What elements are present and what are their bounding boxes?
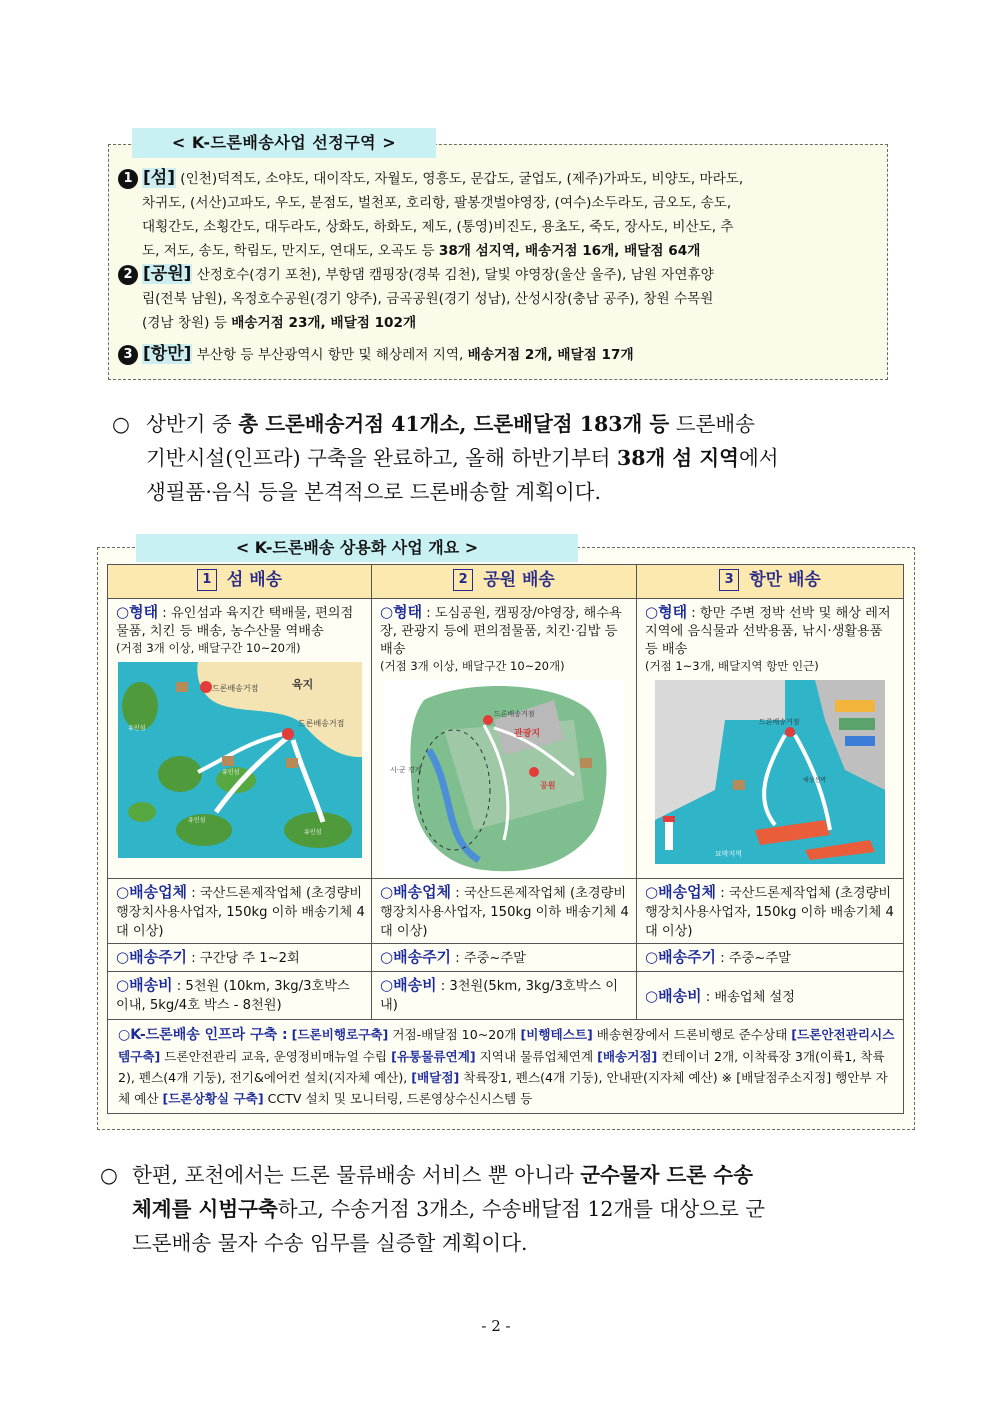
- column-header-island: 1 섬 배송: [108, 565, 372, 599]
- item-tag: [항만]: [143, 344, 192, 364]
- infra-cell: ○K-드론배송 인프라 구축 : [드론비행로구축] 거점-배달점 10~20개 [비행테스트] 배송현장에서 드론비행로 준수상태 [드론안전관리시스템구축] 드론안전관리 교육, 운영정비매뉴얼 수립 [유통물류연계] 지역내 물류업체연계 [배송거점] 컨테이너 2개, 이착륙장 3개(이륙1, 착륙2), 펜스(4개 기둥), 전기&에어컨 설치(지자체 예산), [배달점] 착륙장1, 펜스(4개 기둥), 안내판(지자체 예산) ※ [배달점주소지정] 행안부 자체 예산 [드론상황실 구축] CCTV 설치 및 모니터링, 드론영상수신시스템 등: [108, 1020, 904, 1114]
- column-header-port: 3 항만 배송: [637, 565, 904, 599]
- para-text: 하고, 수송거점 3개소, 수송배달점 12개를 대상으로 군: [277, 1197, 766, 1221]
- para-bold: 38개 섬 지역: [616, 446, 739, 470]
- para-bold: 총 드론배송거점 41개소, 드론배달점 183개 등: [238, 412, 670, 436]
- port-type-cell: ○형태 : 항만 주변 정박 선박 및 해상 레저지역에 음식물과 선박용품, 낚시·생활용품 등 배송 (거점 1~3개, 배달지역 항만 인근) 드론배송거점 해상선박 묘박지역: [637, 599, 904, 879]
- para-text: 한편, 포천에서는 드론 물류배송 서비스 뿐 아니라: [132, 1163, 581, 1187]
- item-tag: [섬]: [143, 168, 175, 188]
- svg-text:묘박지역: 묘박지역: [715, 850, 743, 858]
- item-text: (인천)덕적도, 소야도, 대이작도, 자월도, 영흥도, 문갑도, 굴업도, (제주)가파도, 비양도, 마라도,: [175, 171, 744, 187]
- island-fee-cell: ○배송비 : 5천원 (10km, 3kg/3호박스 이내, 5kg/4호 박스 - 8천원): [108, 972, 372, 1020]
- para-text: 드론배송: [669, 412, 755, 436]
- item-text: 도, 저도, 송도, 학림도, 만지도, 연대도, 오곡도 등: [142, 243, 439, 259]
- item-summary: 배송거점 2개, 배달점 17개: [467, 347, 634, 363]
- page-number: - 2 -: [481, 1317, 511, 1335]
- svg-text:시·군 경계: 시·군 경계: [390, 766, 422, 774]
- paragraph-military: [100, 1158, 900, 1260]
- item-text: (경남 창원) 등: [142, 315, 232, 331]
- svg-text:유인섬: 유인섬: [127, 725, 145, 732]
- para-text: 상반기 중: [146, 412, 239, 436]
- para-text: 에서: [738, 446, 779, 470]
- para-text: 생필품·음식 등을 본격적으로 드론배송할 계획이다.: [146, 480, 601, 504]
- item-text: 산정호수(경기 포천), 부항댐 캠핑장(경북 김천), 달빛 야영장(울산 울주), 남원 자연휴양: [192, 267, 714, 283]
- item-text: 부산항 등 부산광역시 항만 및 해상레저 지역,: [192, 347, 468, 363]
- park-type-cell: ○형태 : 도심공원, 캠핑장/야영장, 해수욕장, 관광지 등에 편의점물품, 치킨·김밥 등 배송 (거점 3개 이상, 배달구간 10~20개) 드론배송거점 관광지 시·군 경계 공원: [372, 599, 637, 879]
- para-text: 기반시설(인프라) 구축을 완료하고, 올해 하반기부터: [146, 446, 617, 470]
- svg-text:관광지: 관광지: [514, 729, 541, 739]
- list-item-islands: [118, 166, 880, 263]
- item-text: 차귀도, (서산)고파도, 우도, 분점도, 벌천포, 호리항, 팔봉갯벌야영장, (여수)소두라도, 금오도, 송도,: [142, 195, 732, 211]
- list-item-parks: [118, 262, 880, 335]
- item-summary: 38개 섬지역, 배송거점 16개, 배달점 64개: [438, 243, 701, 259]
- column-header-park: 2 공원 배송: [372, 565, 637, 599]
- para-bold: 군수물자 드론 수송: [580, 1163, 753, 1187]
- commercialization-title: < K-드론배송 상용화 사업 개요 >: [136, 534, 578, 562]
- item-tag: [공원]: [143, 264, 192, 284]
- item-text: 대횡간도, 소횡간도, 대두라도, 상화도, 하화도, 제도, (통영)비진도, 용초도, 죽도, 장사도, 비산도, 추: [142, 219, 734, 235]
- port-cycle-cell: ○배송주기 : 주중~주말: [637, 944, 904, 972]
- table-row-cycle: [108, 944, 904, 972]
- port-company-cell: ○배송업체 : 국산드론제작업체 (초경량비행장치사용사업자, 150kg 이하 배송기체 4대 이상): [637, 879, 904, 944]
- table-row-fee: [108, 972, 904, 1020]
- island-company-cell: ○배송업체 : 국산드론제작업체 (초경량비행장치사용사업자, 150kg 이하 배송기체 4대 이상): [108, 879, 372, 944]
- svg-text:육지: 육지: [291, 678, 313, 691]
- park-fee-cell: ○배송비 : 3천원(5km, 3kg/3호박스 이내): [372, 972, 637, 1020]
- port-delivery-map-illustration: [655, 680, 885, 864]
- park-cycle-cell: ○배송주기 : 주중~주말: [372, 944, 637, 972]
- item-number: 1: [118, 169, 138, 189]
- svg-text:공원: 공원: [540, 781, 556, 790]
- overview-table: [107, 564, 904, 1114]
- table-header-row: [108, 565, 904, 599]
- item-number: 3: [118, 345, 138, 365]
- bullet-icon: ○: [100, 1163, 118, 1187]
- svg-text:드론배송거점: 드론배송거점: [297, 719, 344, 728]
- island-delivery-map-illustration: [118, 662, 362, 858]
- list-item-ports: [118, 342, 880, 367]
- island-cycle-cell: ○배송주기 : 구간당 주 1~2회: [108, 944, 372, 972]
- table-row-company: [108, 879, 904, 944]
- item-number: 2: [118, 265, 138, 285]
- svg-text:유인섬: 유인섬: [221, 769, 239, 776]
- svg-text:유인섬: 유인섬: [303, 829, 321, 836]
- bullet-icon: ○: [112, 412, 130, 436]
- island-type-cell: ○형태 : 유인섬과 육지간 택배물, 편의점물품, 치킨 등 배송, 농수산물 역배송 (거점 3개 이상, 배달구간 10~20개) 드론배송거점 육지 드론배송거점 유인섬 유인섬 유인섬 유인섬: [108, 599, 372, 879]
- svg-text:드론배송거점: 드론배송거점: [211, 684, 258, 693]
- svg-text:드론배송거점: 드론배송거점: [759, 718, 800, 726]
- para-text: 드론배송 물자 수송 임무를 실증할 계획이다.: [132, 1231, 528, 1255]
- table-row-type: [108, 599, 904, 879]
- selected-areas-title: < K-드론배송사업 선정구역 >: [132, 128, 436, 158]
- park-delivery-map-illustration: [384, 680, 624, 876]
- svg-text:드론배송거점: 드론배송거점: [494, 710, 535, 718]
- table-row-infra: [108, 1020, 904, 1114]
- port-fee-cell: ○배송비 : 배송업체 설정: [637, 972, 904, 1020]
- item-summary: 배송거점 23개, 배달점 102개: [231, 315, 417, 331]
- paragraph-infrastructure: [112, 407, 902, 509]
- item-text: 림(전북 남원), 옥정호수공원(경기 양주), 금곡공원(경기 성남), 산성시장(충남 공주), 창원 수목원: [142, 291, 714, 307]
- para-bold: 체계를 시범구축: [132, 1197, 278, 1221]
- park-company-cell: ○배송업체 : 국산드론제작업체 (초경량비행장치사용사업자, 150kg 이하 배송기체 4대 이상): [372, 879, 637, 944]
- svg-text:유인섬: 유인섬: [187, 817, 205, 824]
- svg-text:해상선박: 해상선박: [803, 777, 827, 784]
